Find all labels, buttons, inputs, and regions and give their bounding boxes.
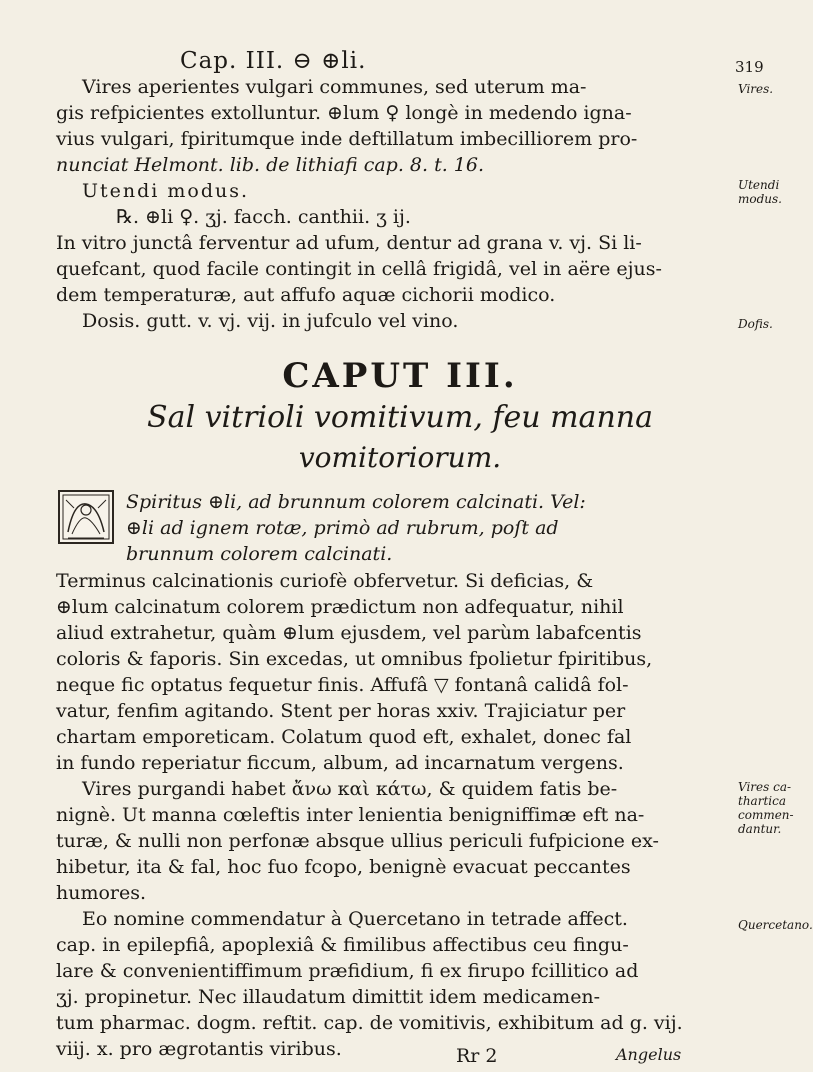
text-line: ʒj. propinetur. Nec illaudatum dimittit idem medicamen- xyxy=(56,986,601,1008)
margin-note-vires-cathartica: Vires ca-thartica commen-dantur. xyxy=(738,780,794,836)
text-line: vatur, fenfim agitando. Stent per horas xxiv. Trajiciatur per xyxy=(56,700,626,722)
signature-mark: Rr 2 xyxy=(456,1045,498,1067)
text-line: coloris & faporis. Sin excedas, ut omnibus fpolietur fpiritibus, xyxy=(56,648,653,670)
text-line: in fundo reperiatur ficcum, album, ad incarnatum vergens. xyxy=(56,752,624,774)
decorated-initial-ornament xyxy=(58,490,114,544)
text-line: ⊕lum calcinatum colorem prædictum non adfequatur, nihil xyxy=(56,596,624,618)
chapter-heading: CAPUT III. xyxy=(282,356,518,396)
text-line: quefcant, quod facile contingit in cellâ frigidâ, vel in aëre ejus- xyxy=(56,258,662,280)
text-line: hibetur, ita & fal, hoc fuo fcopo, benignè evacuat peccantes xyxy=(56,856,631,878)
text-line: neque fic optatus fequetur finis. Affufâ ▽ fontanâ calidâ fol- xyxy=(56,674,629,696)
text-line: Eo nomine commendatur à Quercetano in tetrade affect. xyxy=(82,908,628,930)
text-line: Spiritus ⊕li, ad brunnum colorem calcinati. Vel: xyxy=(126,491,586,513)
chapter-subtitle-1: Sal vitrioli vomitivum, feu manna xyxy=(147,400,653,435)
text-line: humores. xyxy=(56,882,147,904)
catchword: Angelus xyxy=(616,1045,682,1064)
margin-note-utendi: Utendi modus. xyxy=(738,178,782,206)
body-paragraphs xyxy=(56,568,724,1062)
page-number: 319 xyxy=(735,58,764,76)
text-line: nunciat Helmont. lib. de lithiafi cap. 8. t. 16. xyxy=(56,154,485,176)
text-line: lare & convenientiffimum præfidium, fi ex firupo fcillitico ad xyxy=(56,960,639,982)
text-line: viij. x. pro ægrotantis viribus. xyxy=(56,1038,342,1060)
text-line: ⊕li ad ignem rotæ, primò ad rubrum, poſt ad xyxy=(126,517,559,539)
text-line: dem temperaturæ, aut affufo aquæ cichorii modico. xyxy=(56,284,556,306)
recipe-line: ℞. ⊕li ♀. ʒj. facch. canthii. ʒ ij. xyxy=(116,206,411,228)
text-line: vius vulgari, fpiritumque inde deftillatum imbecilliorem pro- xyxy=(56,128,638,150)
text-line: tum pharmac. dogm. reftit. cap. de vomitivis, exhibitum ad g. vij. xyxy=(56,1012,683,1034)
text-line: cap. in epilepfiâ, apoplexiâ & fimilibus affectibus ceu fingu- xyxy=(56,934,629,956)
text-line: In vitro junctâ ferventur ad ufum, dentur ad grana v. vj. Si li- xyxy=(56,232,642,254)
text-line: Vires aperientes vulgari communes, sed uterum ma- xyxy=(82,76,587,98)
initial-ornament-graphic xyxy=(60,492,112,542)
text-line: Terminus calcinationis curiofè obfervetur. Si deficias, & xyxy=(56,570,594,592)
chapter-subtitle-2: vomitoriorum. xyxy=(298,441,502,474)
text-line: chartam emporeticam. Colatum quod eft, exhalet, donec fal xyxy=(56,726,632,748)
text-line: aliud extrahetur, quàm ⊕lum ejusdem, vel parùm labafcentis xyxy=(56,622,642,644)
dosis-line: Dosis. gutt. v. vj. vij. in jufculo vel vino. xyxy=(82,310,459,332)
text-line: brunnum colorem calcinati. xyxy=(126,543,393,565)
recipe-opening xyxy=(126,489,726,567)
text-line: nignè. Ut manna cœleftis inter lenientia benigniffimæ eft na- xyxy=(56,804,645,826)
text-line: turæ, & nulli non perfonæ absque ullius periculi fufpicione ex- xyxy=(56,830,659,852)
text-line: Vires purgandi habet ἄνω καὶ κάτω, & quidem fatis be- xyxy=(82,778,618,800)
text-line: gis refpicientes extolluntur. ⊕lum ♀ longè in medendo igna- xyxy=(56,102,632,124)
top-paragraphs xyxy=(56,74,724,334)
margin-note-dosis: Dofis. xyxy=(738,317,773,331)
section-heading: Utendi modus. xyxy=(82,180,250,202)
margin-note-vires: Vires. xyxy=(738,82,774,96)
margin-note-quercetano: Quercetano. xyxy=(738,918,813,932)
running-title: Cap. III. ⊖ ⊕li. xyxy=(180,48,367,74)
